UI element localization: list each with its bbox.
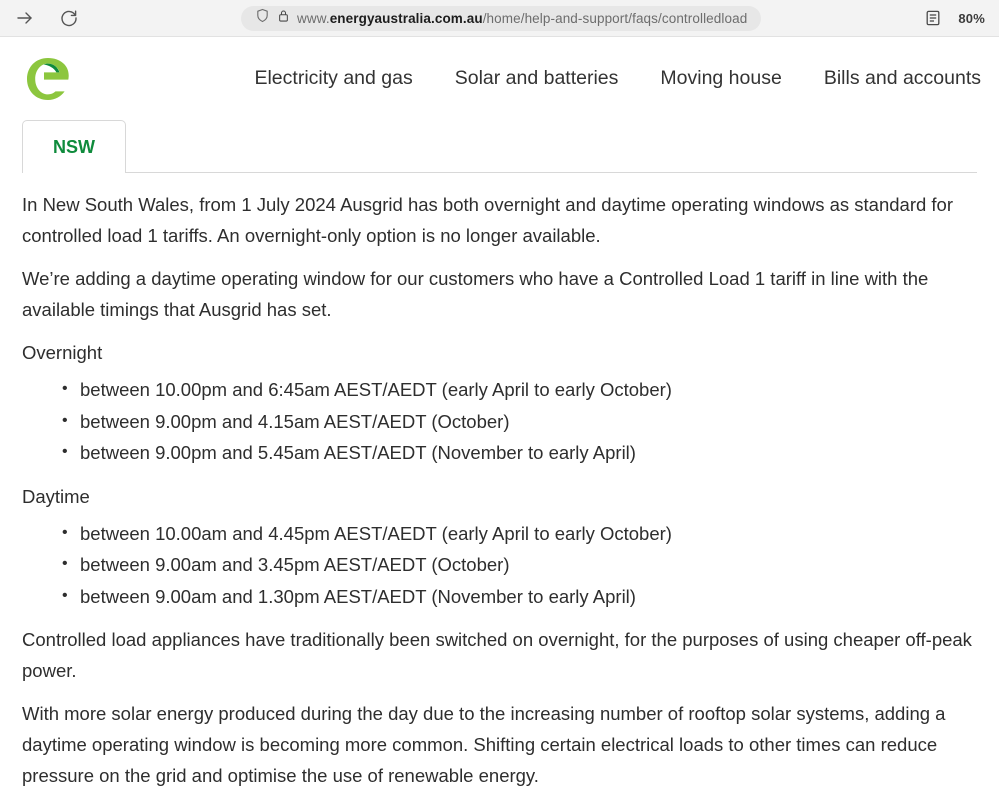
nav-link-solar-and-batteries[interactable]: Solar and batteries [454,67,619,89]
forward-arrow-icon[interactable] [14,7,36,29]
url-text[interactable] [297,11,747,26]
paragraph-offpeak: Controlled load appliances have traditionally been switched on overnight, for the purposes of using cheaper off-peak power. [22,629,972,681]
reader-view-icon[interactable] [922,7,944,29]
list-item: • between 9.00am and 3.45pm AEST/AEDT (October) [62,549,977,581]
nav-link-bills-and-accounts[interactable]: Bills and accounts [823,67,981,89]
nav-link-moving-house[interactable]: Moving house [660,67,782,89]
list-item: • between 9.00pm and 4.15am AEST/AEDT (October) [62,406,977,438]
nav-link-electricity-and-gas[interactable]: Electricity and gas [254,67,413,89]
paragraph-intro: In New South Wales, from 1 July 2024 Ausgrid has both overnight and daytime operating windows as standard for controlled load 1 tariffs. An overnight-only option is no longer available. [22,194,953,246]
browser-toolbar [0,0,999,37]
site-navigation [74,67,989,90]
list-item: • between 9.00pm and 5.45am AEST/AEDT (November to early April) [62,437,977,469]
url-host: energyaustralia.com.au [329,10,483,26]
navigation-buttons [14,7,80,29]
paragraph-solar: With more solar energy produced during the day due to the increasing number of rooftop solar systems, adding a daytime operating window is becoming more common. Shifting certain electrical loads to other times can reduce pressure on the grid and optimise the use of renewable energy. [22,703,946,786]
toolbar-right [922,7,985,29]
tab-nsw[interactable]: NSW [22,120,126,173]
heading-overnight: Overnight [22,342,103,363]
url-pill[interactable] [241,6,761,31]
url-scheme: www. [297,10,330,26]
list-item: • between 10.00am and 4.45pm AEST/AEDT (early April to early October) [62,518,977,550]
paragraph-daytime-window: We’re adding a daytime operating window for our customers who have a Controlled Load 1 tariff in line with the available timings that Ausgrid has set. [22,268,929,320]
url-path: /home/help-and-support/faqs/controlledload [482,10,748,26]
energyaustralia-logo[interactable] [22,53,74,105]
address-bar[interactable] [90,6,912,31]
lock-icon[interactable] [277,9,290,28]
faq-content [0,173,999,791]
overnight-window-list [22,374,977,469]
daytime-window-list [22,518,977,613]
site-header [0,37,999,120]
list-item: • between 9.00am and 1.30pm AEST/AEDT (November to early April) [62,581,977,613]
zoom-level[interactable]: 80% [958,10,985,26]
reload-icon[interactable] [58,7,80,29]
list-item: • between 10.00pm and 6:45am AEST/AEDT (early April to early October) [62,374,977,406]
heading-daytime: Daytime [22,485,90,507]
state-tab-strip [0,120,999,173]
shield-icon[interactable] [255,8,270,28]
